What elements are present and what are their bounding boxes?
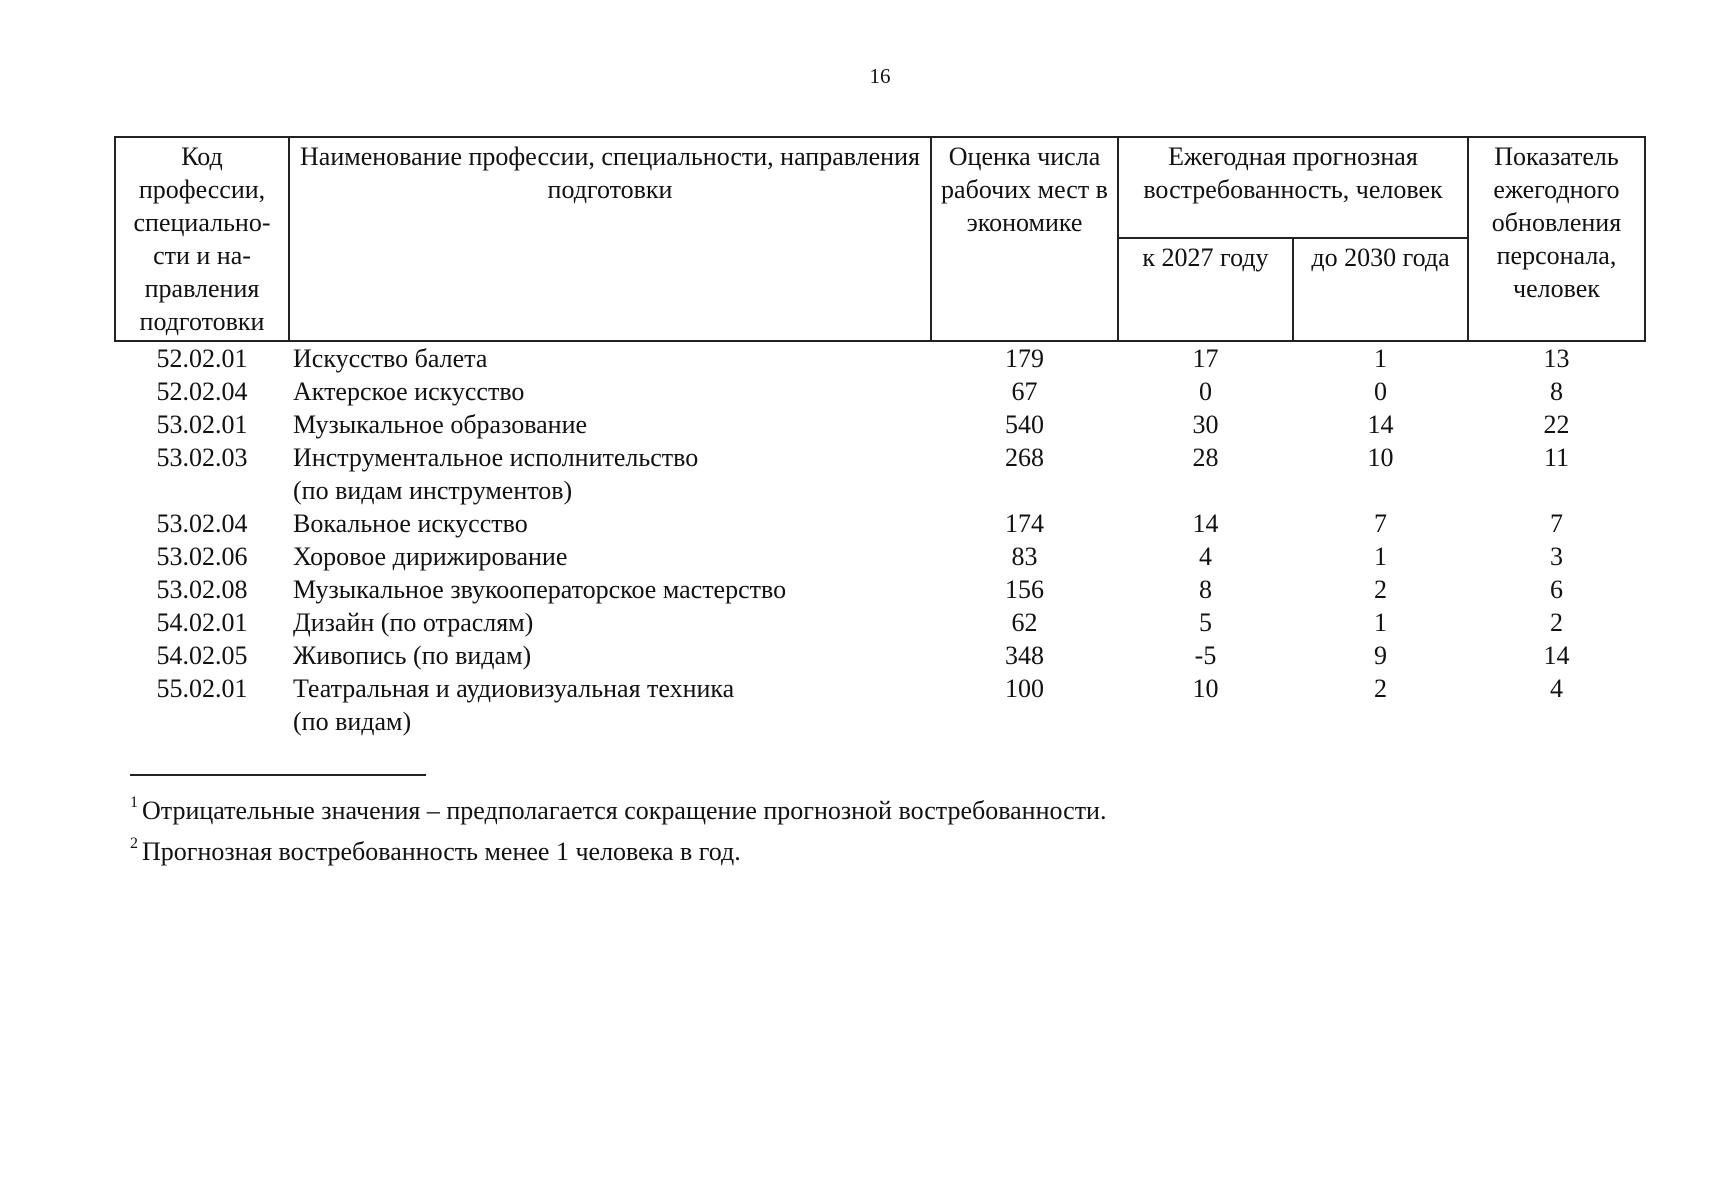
table-row bbox=[115, 441, 1645, 507]
row-demand-2027: 8 bbox=[1199, 575, 1212, 604]
page-number: 16 bbox=[869, 64, 891, 88]
row-renewal: 3 bbox=[1550, 542, 1563, 571]
row-name bbox=[289, 639, 931, 672]
row-jobs: 67 bbox=[1011, 377, 1038, 406]
row-name bbox=[289, 408, 931, 441]
header-demand-2027: к 2027 году bbox=[1118, 238, 1293, 341]
row-demand-2030: 9 bbox=[1374, 641, 1387, 670]
row-jobs: 100 bbox=[1005, 674, 1044, 703]
row-jobs: 62 bbox=[1011, 608, 1038, 637]
row-renewal: 7 bbox=[1550, 509, 1563, 538]
row-demand-2027: 14 bbox=[1192, 509, 1219, 538]
row-demand-2030: 1 bbox=[1374, 542, 1387, 571]
row-code: 53.02.03 bbox=[156, 443, 248, 472]
table-row bbox=[115, 408, 1645, 441]
footnote-mark: 1 bbox=[130, 794, 138, 811]
row-code: 53.02.08 bbox=[156, 575, 248, 604]
row-demand-2030: 2 bbox=[1374, 674, 1387, 703]
row-name bbox=[289, 540, 931, 573]
row-name bbox=[289, 375, 931, 408]
row-renewal: 6 bbox=[1550, 575, 1563, 604]
header-name: Наименование профессии, специальности, направления подготовки bbox=[289, 137, 931, 341]
table-row bbox=[115, 507, 1645, 540]
row-renewal: 13 bbox=[1543, 344, 1570, 373]
header-renewal: Показатель ежегодного обновления персонала, человек bbox=[1468, 137, 1645, 341]
footnote-2 bbox=[130, 827, 1106, 868]
row-name bbox=[289, 573, 931, 606]
row-jobs: 156 bbox=[1005, 575, 1044, 604]
header-jobs: Оценка числа рабочих мест в экономике bbox=[931, 137, 1118, 341]
row-name-text: Искусство балета bbox=[293, 344, 488, 373]
row-name-text: Актерское искусство bbox=[293, 377, 525, 406]
table-row bbox=[115, 540, 1645, 573]
row-name-text: Дизайн (по отраслям) bbox=[293, 608, 534, 637]
row-demand-2030: 0 bbox=[1374, 377, 1387, 406]
footnote-text: Отрицательные значения – предполагается сокращение прогнозной востребованности. bbox=[142, 796, 1107, 825]
row-demand-2027: 5 bbox=[1199, 608, 1212, 637]
row-renewal: 11 bbox=[1543, 443, 1570, 472]
table-row bbox=[115, 573, 1645, 606]
row-code: 54.02.05 bbox=[156, 641, 248, 670]
row-demand-2030: 1 bbox=[1374, 608, 1387, 637]
row-code: 52.02.01 bbox=[156, 344, 248, 373]
row-name-text: Инструментальное исполнительство bbox=[293, 443, 699, 472]
header-demand-2030: до 2030 года bbox=[1293, 238, 1468, 341]
row-code: 52.02.04 bbox=[156, 377, 248, 406]
row-jobs: 348 bbox=[1005, 641, 1044, 670]
row-name bbox=[289, 672, 931, 738]
row-demand-2027: -5 bbox=[1194, 641, 1217, 670]
row-name-text: Вокальное искусство bbox=[293, 509, 528, 538]
table-row bbox=[115, 375, 1645, 408]
row-demand-2030: 10 bbox=[1367, 443, 1394, 472]
row-renewal: 2 bbox=[1550, 608, 1563, 637]
row-demand-2027: 30 bbox=[1192, 410, 1219, 439]
table-row bbox=[115, 672, 1645, 738]
row-code: 54.02.01 bbox=[156, 608, 248, 637]
row-demand-2027: 28 bbox=[1192, 443, 1219, 472]
row-demand-2030: 7 bbox=[1374, 509, 1387, 538]
row-name bbox=[289, 441, 931, 507]
row-renewal: 14 bbox=[1543, 641, 1570, 670]
row-demand-2030: 14 bbox=[1367, 410, 1394, 439]
row-code: 53.02.06 bbox=[156, 542, 248, 571]
footnote-1 bbox=[130, 786, 1106, 827]
header-code: Код профессии, специально-сти и на-правления подготовки bbox=[115, 137, 289, 341]
row-name-text: Хоровое дирижирование bbox=[293, 542, 568, 571]
professions-table bbox=[114, 136, 1646, 738]
row-demand-2030: 2 bbox=[1374, 575, 1387, 604]
row-jobs: 540 bbox=[1005, 410, 1044, 439]
row-name-text: Живопись (по видам) bbox=[293, 641, 532, 670]
row-renewal: 8 bbox=[1550, 377, 1563, 406]
row-demand-2027: 0 bbox=[1199, 377, 1212, 406]
row-name-text: Театральная и аудиовизуальная техника bbox=[293, 674, 735, 703]
row-jobs: 83 bbox=[1011, 542, 1038, 571]
table-row bbox=[115, 606, 1645, 639]
row-demand-2027: 4 bbox=[1199, 542, 1212, 571]
row-name-text: Музыкальное звукооператорское мастерство bbox=[293, 575, 787, 604]
row-name bbox=[289, 507, 931, 540]
footnotes bbox=[130, 786, 1106, 868]
row-name-continuation: (по видам инструментов) bbox=[293, 476, 573, 505]
row-demand-2027: 17 bbox=[1192, 344, 1219, 373]
row-demand-2030: 1 bbox=[1374, 344, 1387, 373]
row-jobs: 268 bbox=[1005, 443, 1044, 472]
row-renewal: 4 bbox=[1550, 674, 1563, 703]
row-name bbox=[289, 341, 931, 375]
header-demand-group: Ежегодная прогнозная востребованность, человек bbox=[1118, 137, 1468, 238]
row-code: 53.02.04 bbox=[156, 509, 248, 538]
row-name bbox=[289, 606, 931, 639]
row-jobs: 179 bbox=[1005, 344, 1044, 373]
table-row bbox=[115, 639, 1645, 672]
footnote-mark: 2 bbox=[130, 835, 138, 852]
row-name-text: Музыкальное образование bbox=[293, 410, 588, 439]
table-row bbox=[115, 341, 1645, 375]
row-renewal: 22 bbox=[1543, 410, 1570, 439]
row-code: 53.02.01 bbox=[156, 410, 248, 439]
footnote-text: Прогнозная востребованность менее 1 человека в год. bbox=[142, 837, 741, 866]
row-code: 55.02.01 bbox=[156, 674, 248, 703]
row-jobs: 174 bbox=[1005, 509, 1044, 538]
footnote-divider bbox=[130, 774, 426, 776]
row-name-continuation: (по видам) bbox=[293, 707, 412, 736]
row-demand-2027: 10 bbox=[1192, 674, 1219, 703]
